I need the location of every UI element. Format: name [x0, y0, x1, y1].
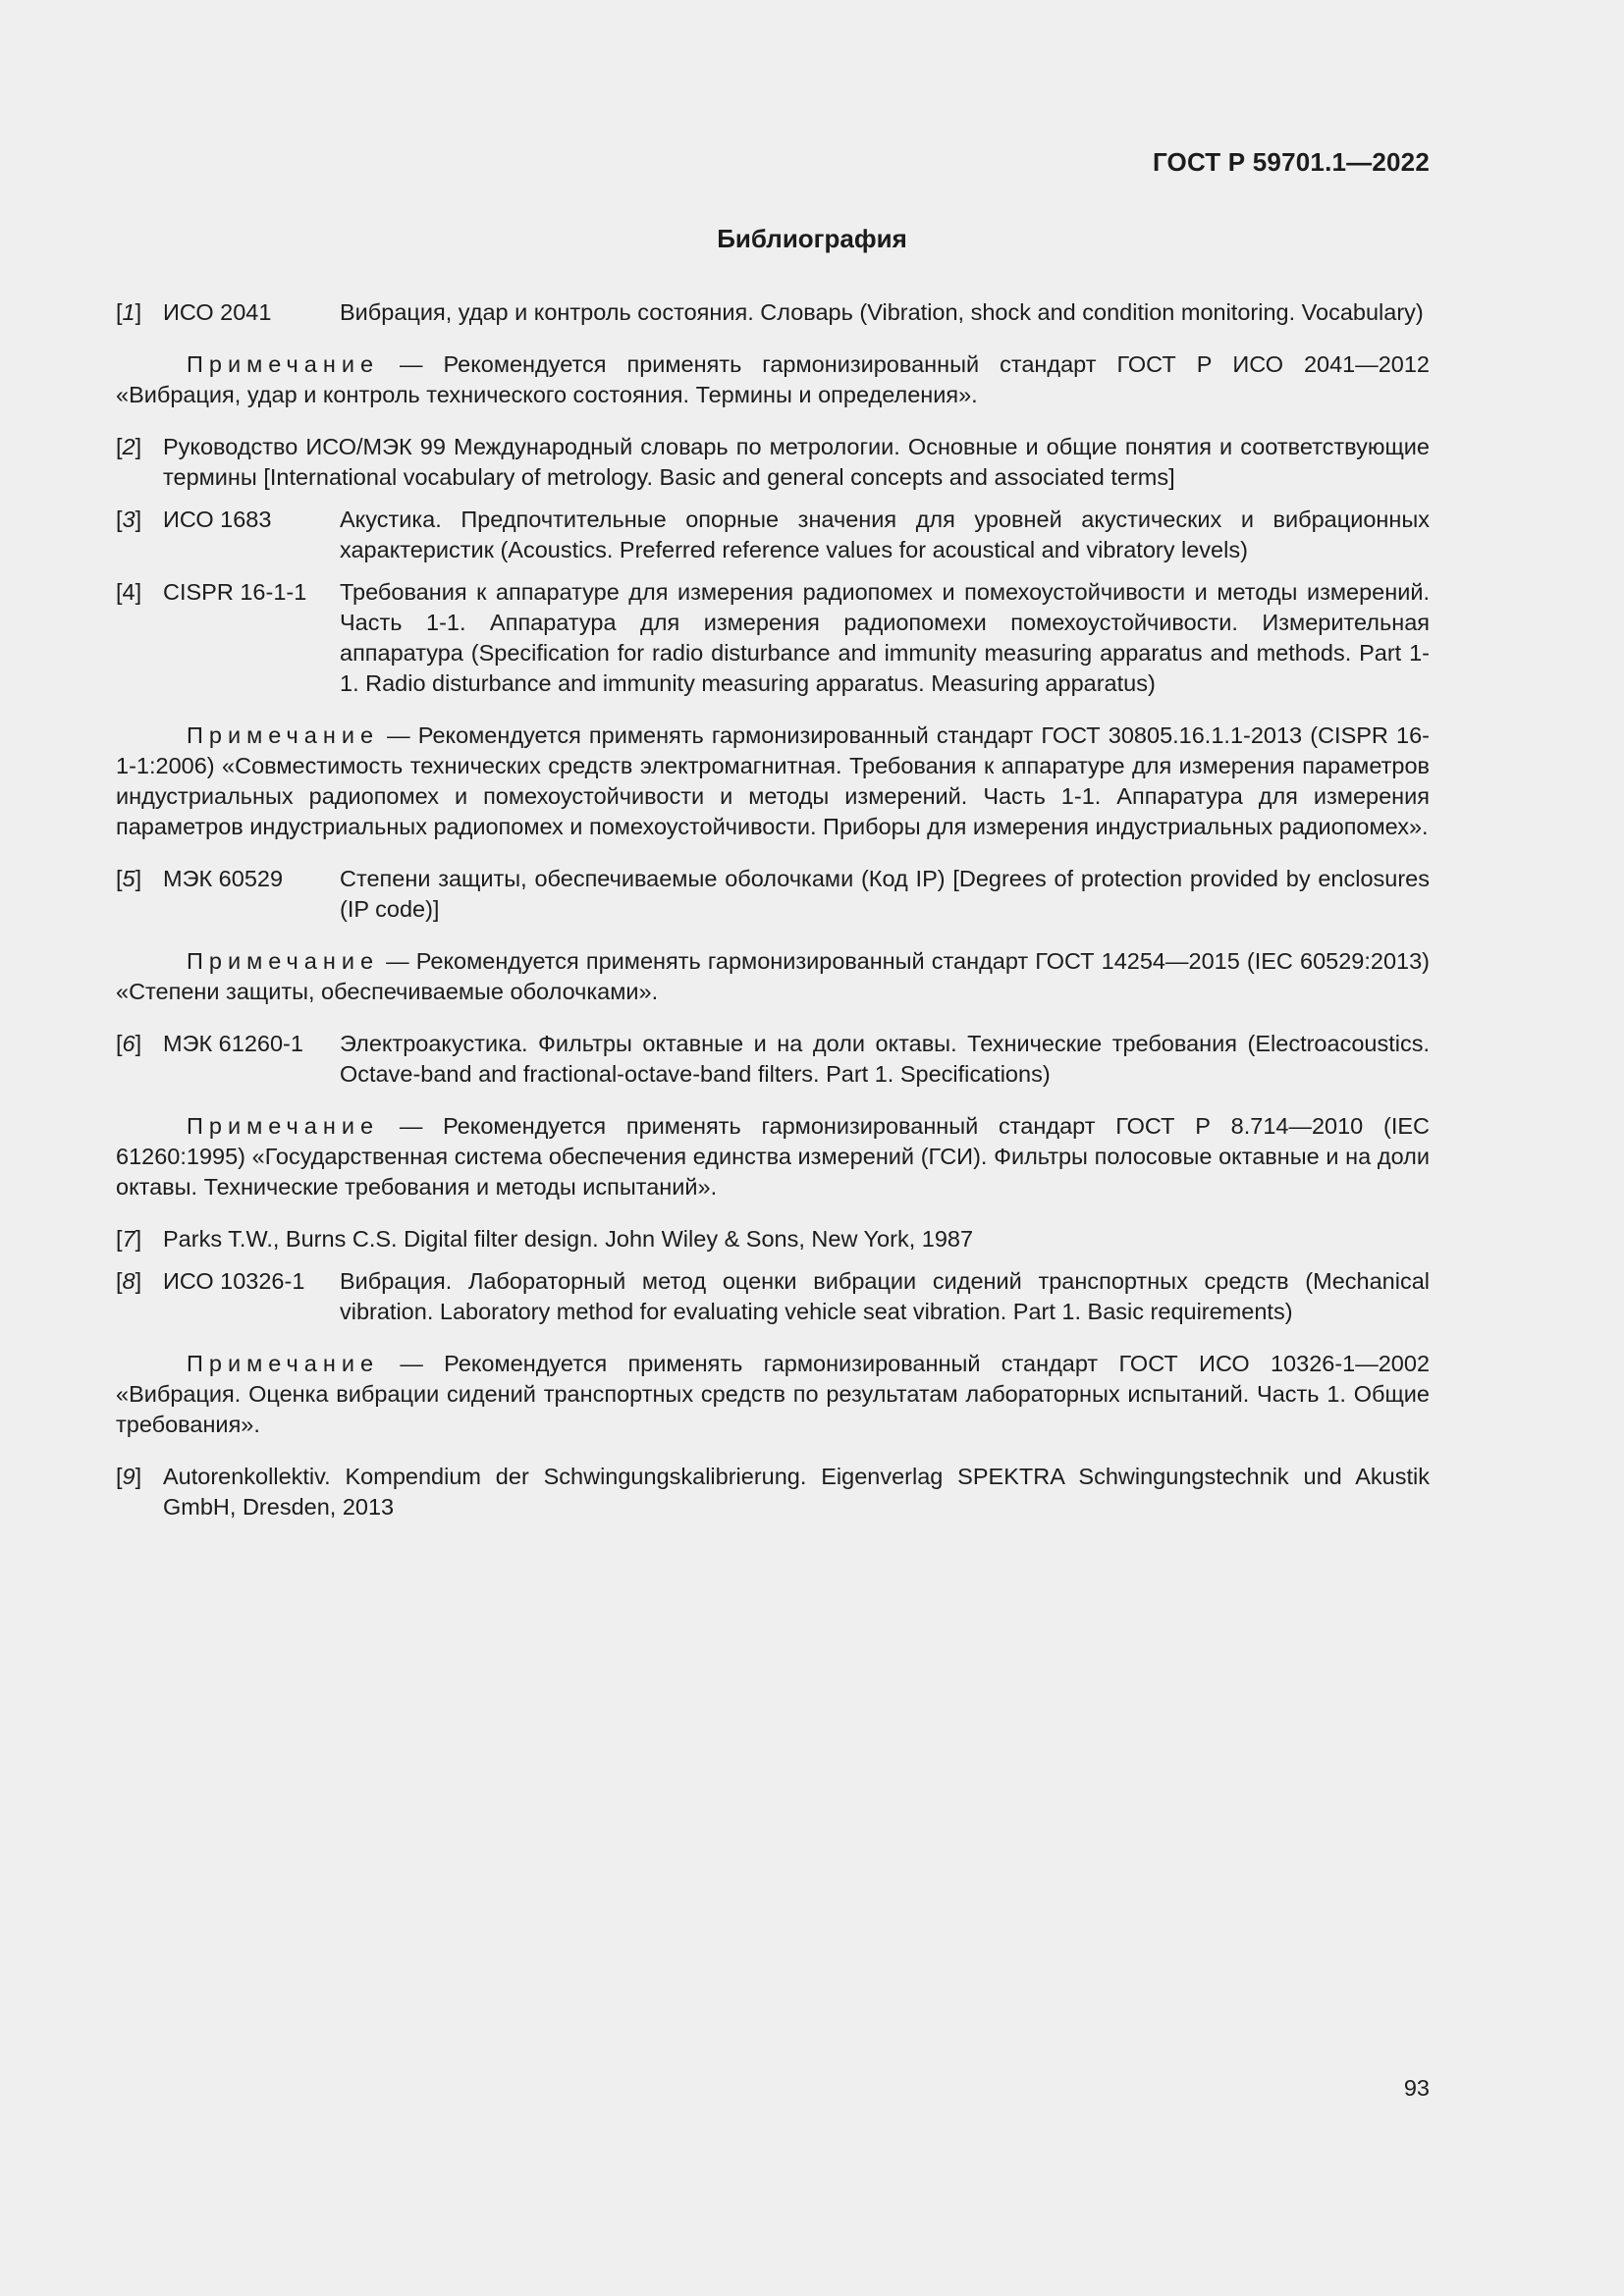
entry-text: Autorenkollektiv. Kompendium der Schwingungskalibrierung. Eigenverlag SPEKTRA Schwingungstechnik und Akustik GmbH, Dresden, 2013	[163, 1464, 1430, 1520]
note-text: — Рекомендуется применять гармонизированный стандарт ГОСТ 30805.16.1.1-2013 (CISPR 16-1-1:2006) «Совместимость технических средств электромагнитная. Требования к аппаратуре для измерения параметров индустриальных радиопомех и помехоустойчивости и методы измерений. Часть 1-1. Аппаратура для измерения параметров индустриальных радиопомех и помехоустойчивости. Приборы для измерения индустриальных радиопомех».	[116, 722, 1430, 839]
entry-text: Parks T.W., Burns C.S. Digital filter design. John Wiley & Sons, New York, 1987	[163, 1226, 974, 1252]
entry-text: Акустика. Предпочтительные опорные значения для уровней акустических и вибрационных характеристик (Acoustics. Preferred reference values for acoustical and vibratory levels)	[340, 507, 1430, 562]
entry-number: [4]	[116, 579, 142, 605]
entry-code: ИСО 1683	[163, 507, 272, 532]
note	[116, 721, 1430, 842]
bib-entry-6	[116, 1029, 1430, 1090]
note	[116, 1111, 1430, 1202]
note	[116, 349, 1430, 410]
bib-entry-5	[116, 864, 1430, 925]
entry-text: Руководство ИСО/МЭК 99 Международный словарь по метрологии. Основные и общие понятия и соответствующие термины [International vocabulary of metrology. Basic and general concepts and associated terms]	[163, 434, 1430, 490]
entry-code: ИСО 2041	[163, 299, 272, 325]
bib-entry-1	[116, 297, 1430, 328]
note-label: Примечание	[187, 722, 380, 748]
page-number: 93	[1403, 2075, 1430, 2101]
entry-code: ИСО 10326-1	[163, 1268, 305, 1294]
bib-entry-2	[116, 432, 1430, 493]
entry-text: Вибрация, удар и контроль состояния. Словарь (Vibration, shock and condition monitoring. Vocabulary)	[340, 299, 1424, 325]
page-title: Библиография	[717, 224, 907, 253]
note-label: Примечание	[187, 351, 380, 377]
note	[116, 946, 1430, 1007]
note-label: Примечание	[187, 1113, 380, 1139]
entry-number: [5]	[116, 866, 142, 891]
bibliography-list	[116, 297, 1430, 1522]
bib-entry-8	[116, 1266, 1430, 1327]
document-code: ГОСТ Р 59701.1—2022	[1152, 147, 1430, 177]
note-label: Примечание	[187, 948, 380, 974]
entry-text: Электроакустика. Фильтры октавные и на доли октавы. Технические требования (Electroacoustics. Octave-band and fractional-octave-band filters. Part 1. Specifications)	[340, 1031, 1430, 1087]
entry-number: [7]	[116, 1226, 142, 1252]
entry-number: [1]	[116, 299, 142, 325]
note-text: — Рекомендуется применять гармонизированный стандарт ГОСТ ИСО 10326-1—2002 «Вибрация. Оценка вибрации сидений транспортных средств по результатам лабораторных испытаний. Часть 1. Общие требования».	[116, 1351, 1431, 1437]
entry-code: CISPR 16-1-1	[163, 579, 307, 605]
bib-entry-9	[116, 1462, 1430, 1522]
entry-code: МЭК 61260-1	[163, 1031, 303, 1056]
entry-text: Степени защиты, обеспечиваемые оболочками (Код IP) [Degrees of protection provided by enclosures (IP code)]	[340, 866, 1430, 922]
bib-entry-7	[116, 1224, 1430, 1255]
note-label: Примечание	[187, 1351, 380, 1376]
bib-entry-3	[116, 505, 1430, 565]
entry-code: МЭК 60529	[163, 866, 284, 891]
bib-entry-4	[116, 577, 1430, 699]
entry-number: [9]	[116, 1464, 142, 1489]
entry-number: [6]	[116, 1031, 142, 1056]
entry-number: [3]	[116, 507, 142, 532]
entry-text: Вибрация. Лабораторный метод оценки вибрации сидений транспортных средств (Mechanical vibration. Laboratory method for evaluating vehicle seat vibration. Part 1. Basic requirements)	[340, 1268, 1430, 1324]
note-text: — Рекомендуется применять гармонизированный стандарт ГОСТ 14254—2015 (IEC 60529:2013) «Степени защиты, обеспечиваемые оболочками».	[116, 948, 1430, 1004]
note-text: — Рекомендуется применять гармонизированный стандарт ГОСТ Р ИСО 2041—2012 «Вибрация, удар и контроль технического состояния. Термины и определения».	[116, 351, 1431, 407]
entry-text: Требования к аппаратуре для измерения радиопомех и помехоустойчивости и методы измерений. Часть 1-1. Аппаратура для измерения радиопомехи помехоустойчивости. Измерительная аппаратура (Specification for radio disturbance and immunity measuring apparatus and methods. Part 1-1. Radio disturbance and immunity measuring apparatus. Measuring apparatus)	[340, 579, 1430, 696]
entry-number: [8]	[116, 1268, 142, 1294]
note-text: — Рекомендуется применять гармонизированный стандарт ГОСТ Р 8.714—2010 (IEC 61260:1995) «Государственная система обеспечения единства измерений (ГСИ). Фильтры полосовые октавные и на доли октавы. Технические требования и методы испытаний».	[116, 1113, 1431, 1200]
entry-number: [2]	[116, 434, 142, 459]
note	[116, 1349, 1430, 1440]
